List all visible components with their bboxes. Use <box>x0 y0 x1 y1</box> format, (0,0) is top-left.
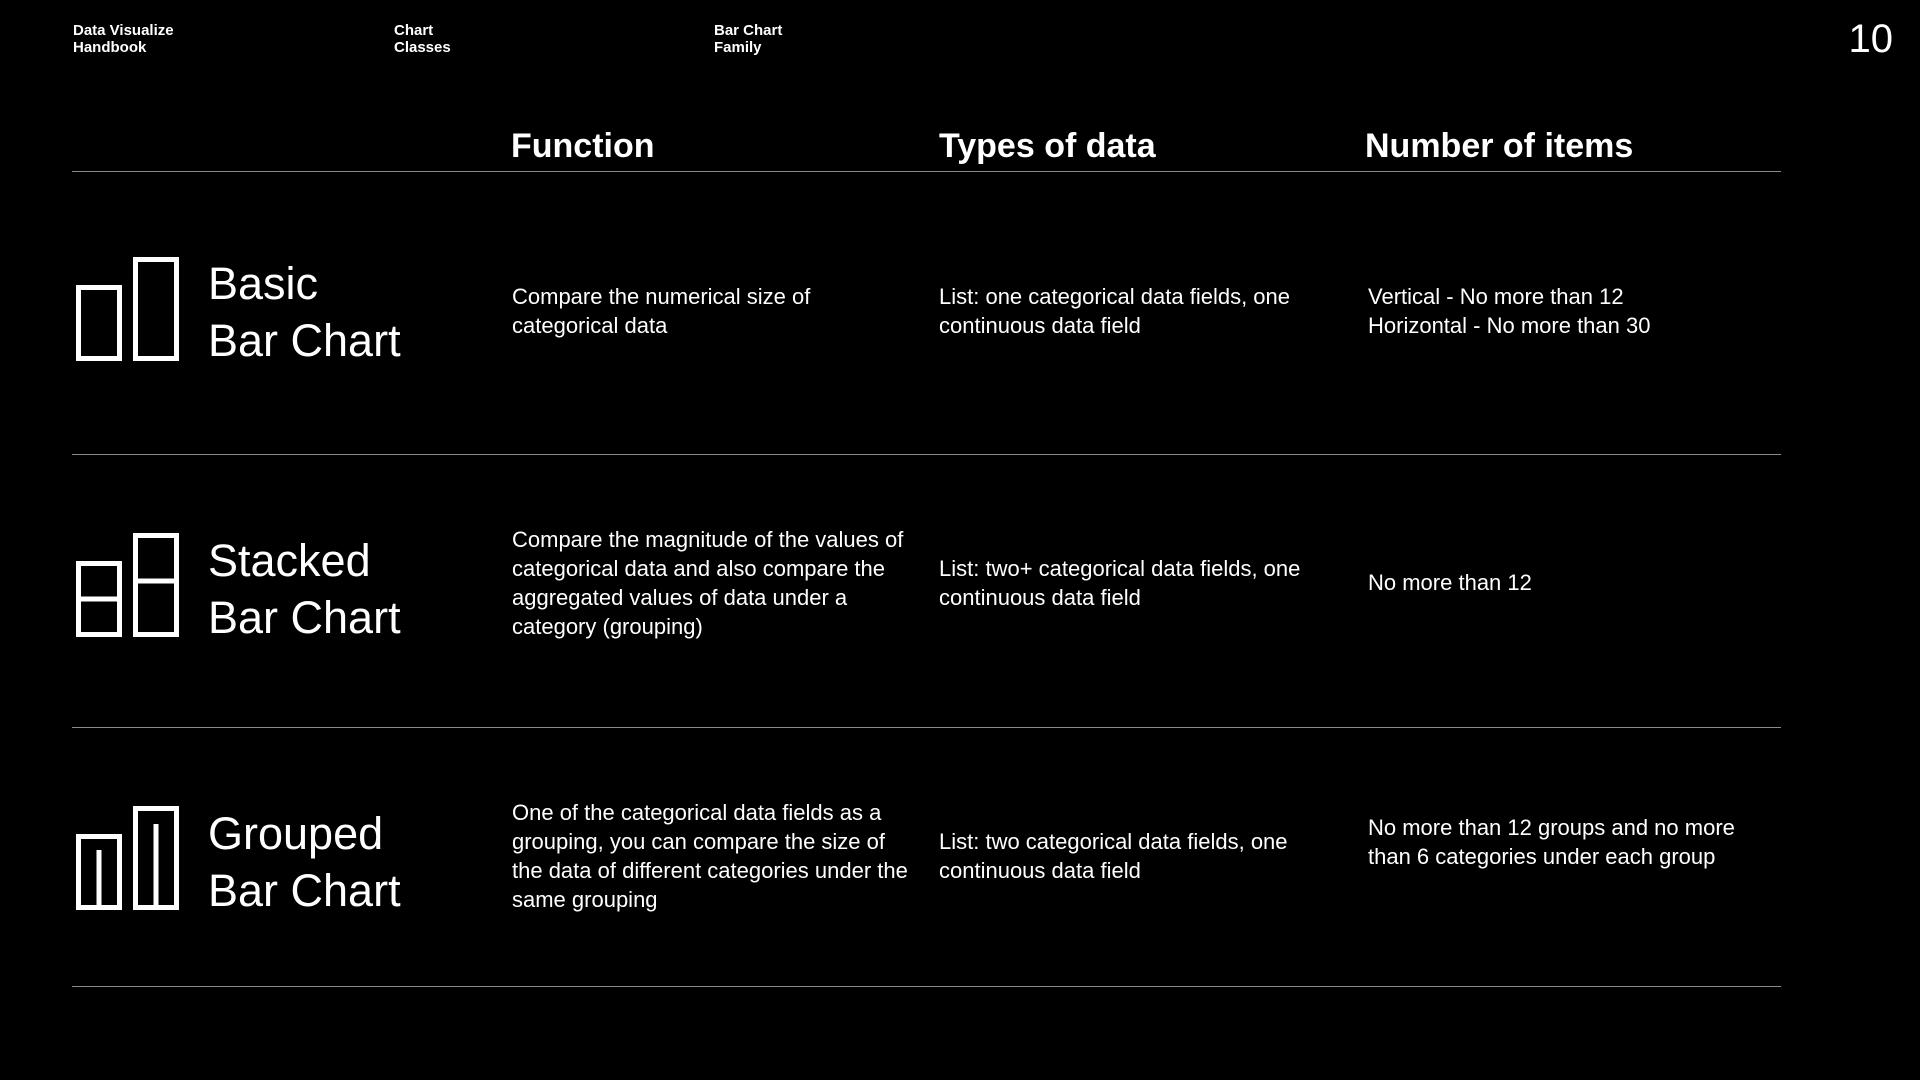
grouped-bar-chart-icon <box>76 806 180 910</box>
function-cell: Compare the numerical size of categorical data <box>512 284 811 338</box>
types-of-data-cell: List: two categorical data fields, one continuous data field <box>939 829 1288 883</box>
types-of-data-cell: List: two+ categorical data fields, one continuous data field <box>939 556 1301 610</box>
table-row <box>0 172 1920 454</box>
number-of-items-cell: Vertical - No more than 12 Horizontal - No more than 30 <box>1368 284 1651 338</box>
function-cell: Compare the magnitude of the values of categorical data and also compare the aggregated values of data under a category (grouping) <box>512 527 904 639</box>
row-title: Grouped Bar Chart <box>208 808 401 916</box>
table-bottom-divider <box>72 986 1781 987</box>
types-of-data-cell: List: one categorical data fields, one continuous data field <box>939 284 1291 338</box>
column-header-types-of-data: Types of data <box>939 127 1156 165</box>
number-of-items-cell: No more than 12 groups and no more than 6 categories under each group <box>1368 815 1735 869</box>
row-title: Stacked Bar Chart <box>208 535 401 643</box>
breadcrumb-bar-chart-family: Bar Chart Family <box>714 22 783 56</box>
table-row <box>0 455 1920 727</box>
page-number: 10 <box>1848 17 1893 61</box>
column-header-number-of-items: Number of items <box>1365 127 1634 165</box>
breadcrumb-chart-classes: Chart Classes <box>394 22 451 56</box>
column-header-function: Function <box>511 127 655 165</box>
number-of-items-cell: No more than 12 <box>1368 570 1532 595</box>
row-title: Basic Bar Chart <box>208 258 401 366</box>
stacked-bar-chart-icon <box>76 533 180 637</box>
table-row <box>0 728 1920 986</box>
breadcrumb-handbook: Data Visualize Handbook <box>73 22 174 56</box>
basic-bar-chart-icon <box>76 257 180 361</box>
function-cell: One of the categorical data fields as a grouping, you can compare the size of the data of different categories under the same grouping <box>512 800 908 912</box>
